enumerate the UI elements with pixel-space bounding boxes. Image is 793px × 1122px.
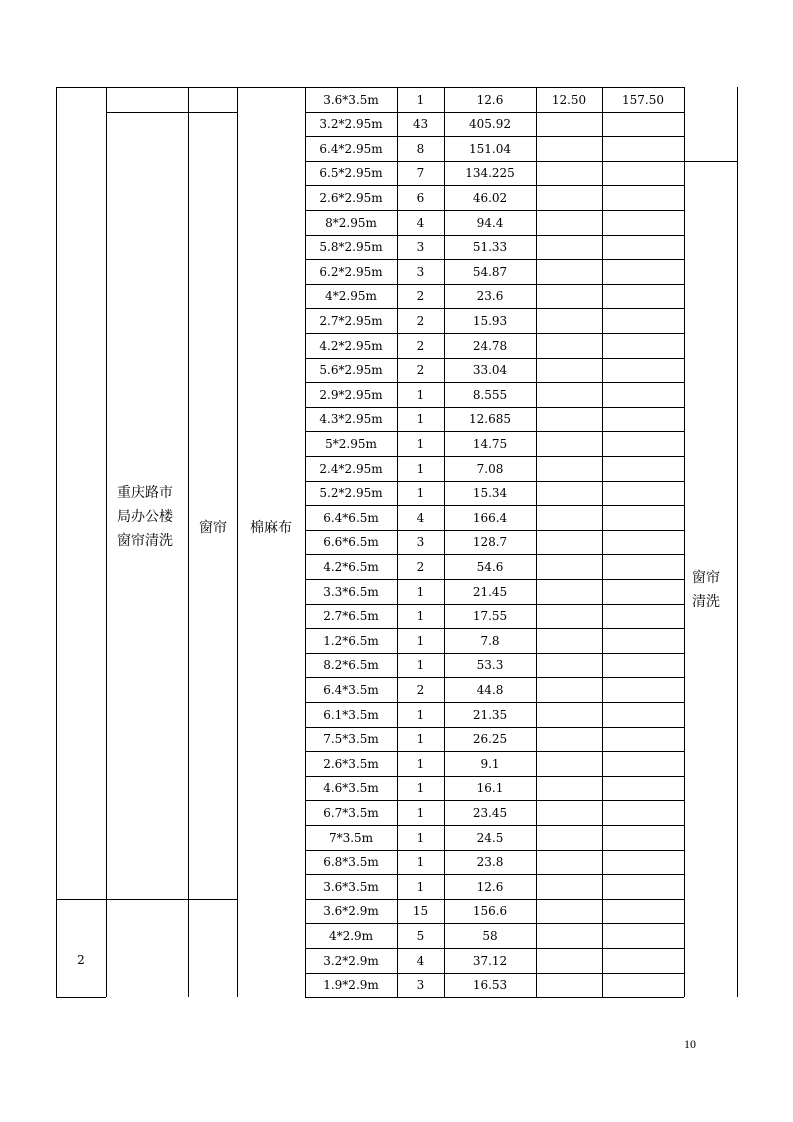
size-cell: 3.6*3.5m [323, 92, 379, 107]
qty-cell: 2 [416, 363, 425, 378]
qty-cell: 1 [416, 781, 425, 796]
area-cell: 156.6 [472, 904, 508, 919]
qty-cell: 1 [416, 633, 425, 648]
qty-cell: 3 [416, 240, 425, 255]
area-cell: 54.6 [476, 559, 504, 574]
qty-cell: 1 [416, 92, 425, 107]
price-cell: 12.50 [551, 92, 587, 107]
qty-cell: 4 [416, 510, 425, 525]
size-cell: 6.2*2.95m [319, 264, 383, 279]
remark [692, 566, 720, 614]
size-cell: 5.2*2.95m [319, 486, 383, 501]
area-cell: 58 [482, 928, 498, 943]
size-cell: 2.7*6.5m [323, 609, 379, 624]
area-cell: 23.6 [476, 289, 504, 304]
size-cell: 6.6*6.5m [323, 535, 379, 550]
qty-cell: 1 [416, 461, 425, 476]
h-rule [56, 899, 237, 900]
project-name-line: 重庆路市 [117, 485, 173, 501]
area-cell: 16.53 [472, 978, 508, 993]
qty-cell: 3 [416, 978, 425, 993]
project-name-line: 局办公楼 [117, 509, 173, 525]
qty-cell: 2 [416, 338, 425, 353]
area-cell: 17.55 [472, 609, 508, 624]
qty-cell: 3 [416, 535, 425, 550]
qty-cell: 5 [416, 928, 425, 943]
qty-cell: 2 [416, 559, 425, 574]
area-cell: 405.92 [469, 117, 511, 132]
size-cell: 2.4*2.95m [319, 461, 383, 476]
qty-cell: 1 [416, 830, 425, 845]
size-cell: 1.2*6.5m [323, 633, 379, 648]
v-rule [237, 87, 238, 997]
h-rule [106, 112, 237, 113]
qty-cell: 1 [416, 756, 425, 771]
area-cell: 12.6 [476, 92, 504, 107]
area-cell: 24.78 [472, 338, 508, 353]
qty-cell: 1 [416, 732, 425, 747]
size-cell: 7.5*3.5m [323, 732, 379, 747]
qty-cell: 2 [416, 289, 425, 304]
area-cell: 128.7 [472, 535, 508, 550]
size-cell: 1.9*2.9m [323, 978, 379, 993]
size-cell: 6.8*3.5m [323, 855, 379, 870]
qty-cell: 1 [416, 707, 425, 722]
size-cell: 5.6*2.95m [319, 363, 383, 378]
v-rule [188, 87, 189, 997]
qty-cell: 1 [416, 855, 425, 870]
area-cell: 33.04 [472, 363, 508, 378]
area-cell: 37.12 [472, 953, 508, 968]
remark-line: 清洗 [692, 594, 720, 610]
area-cell: 9.1 [480, 756, 500, 771]
qty-cell: 1 [416, 658, 425, 673]
size-cell: 6.4*6.5m [323, 510, 379, 525]
area-cell: 94.4 [476, 215, 504, 230]
area-cell: 21.45 [472, 584, 508, 599]
size-cell: 4.3*2.95m [319, 412, 383, 427]
amount-cell: 157.50 [622, 92, 664, 107]
area-cell: 24.5 [476, 830, 504, 845]
area-cell: 15.34 [472, 486, 508, 501]
qty-cell: 1 [416, 436, 425, 451]
qty-cell: 1 [416, 805, 425, 820]
project-name [117, 481, 187, 553]
next-group-index: 2 [77, 953, 85, 967]
area-cell: 151.04 [469, 141, 511, 156]
v-rule [106, 87, 107, 997]
qty-cell: 2 [416, 682, 425, 697]
area-cell: 7.08 [476, 461, 504, 476]
v-rule [737, 87, 738, 997]
size-cell: 3.6*3.5m [323, 879, 379, 894]
size-cell: 5.8*2.95m [319, 240, 383, 255]
area-cell: 8.555 [472, 387, 508, 402]
qty-cell: 1 [416, 387, 425, 402]
qty-cell: 1 [416, 879, 425, 894]
size-cell: 5*2.95m [325, 436, 377, 451]
v-rule [684, 87, 685, 997]
qty-cell: 6 [416, 190, 425, 205]
size-cell: 2.9*2.95m [319, 387, 383, 402]
area-cell: 46.02 [472, 190, 508, 205]
size-cell: 8*2.95m [325, 215, 377, 230]
size-cell: 6.7*3.5m [323, 805, 379, 820]
item-name: 窗帘 [199, 520, 227, 536]
h-rule [56, 997, 106, 998]
area-cell: 53.3 [476, 658, 504, 673]
v-rule [602, 87, 603, 997]
area-cell: 16.1 [476, 781, 504, 796]
size-cell: 2.7*2.95m [319, 313, 383, 328]
area-cell: 134.225 [465, 166, 515, 181]
qty-cell: 1 [416, 584, 425, 599]
v-rule [536, 87, 537, 997]
area-cell: 12.6 [476, 879, 504, 894]
area-cell: 51.33 [472, 240, 508, 255]
size-cell: 6.4*3.5m [323, 682, 379, 697]
size-cell: 2.6*3.5m [323, 756, 379, 771]
qty-cell: 7 [416, 166, 425, 181]
qty-cell: 3 [416, 264, 425, 279]
size-cell: 3.6*2.9m [323, 904, 379, 919]
size-cell: 4.2*2.95m [319, 338, 383, 353]
qty-cell: 4 [416, 953, 425, 968]
area-cell: 166.4 [472, 510, 508, 525]
size-cell: 3.2*2.9m [323, 953, 379, 968]
qty-cell: 8 [416, 141, 425, 156]
area-cell: 54.87 [472, 264, 508, 279]
qty-cell: 1 [416, 486, 425, 501]
area-cell: 26.25 [472, 732, 508, 747]
area-cell: 12.685 [469, 412, 511, 427]
v-rule [56, 87, 57, 997]
qty-cell: 1 [416, 609, 425, 624]
qty-cell: 15 [412, 904, 429, 919]
remark-line: 窗帘 [692, 570, 720, 586]
size-cell: 7*3.5m [328, 830, 374, 845]
size-cell: 4*2.9m [328, 928, 374, 943]
h-rule [684, 161, 737, 162]
area-cell: 23.45 [472, 805, 508, 820]
size-cell: 4.2*6.5m [323, 559, 379, 574]
area-cell: 21.35 [472, 707, 508, 722]
page-number: 10 [684, 1037, 696, 1051]
area-cell: 14.75 [472, 436, 508, 451]
size-cell: 6.1*3.5m [323, 707, 379, 722]
project-name-line: 窗帘清洗 [117, 533, 173, 549]
qty-cell: 43 [412, 117, 429, 132]
size-cell: 6.4*2.95m [319, 141, 383, 156]
qty-cell: 4 [416, 215, 425, 230]
size-cell: 4*2.95m [325, 289, 377, 304]
qty-cell: 1 [416, 412, 425, 427]
size-cell: 4.6*3.5m [323, 781, 379, 796]
area-cell: 44.8 [476, 682, 504, 697]
size-cell: 3.3*6.5m [323, 584, 379, 599]
area-cell: 23.8 [476, 855, 504, 870]
qty-cell: 2 [416, 313, 425, 328]
area-cell: 7.8 [480, 633, 500, 648]
area-cell: 15.93 [472, 313, 508, 328]
size-cell: 8.2*6.5m [323, 658, 379, 673]
size-cell: 6.5*2.95m [319, 166, 383, 181]
size-cell: 3.2*2.95m [319, 117, 383, 132]
size-cell: 2.6*2.95m [319, 190, 383, 205]
material-name: 棉麻布 [250, 520, 292, 536]
